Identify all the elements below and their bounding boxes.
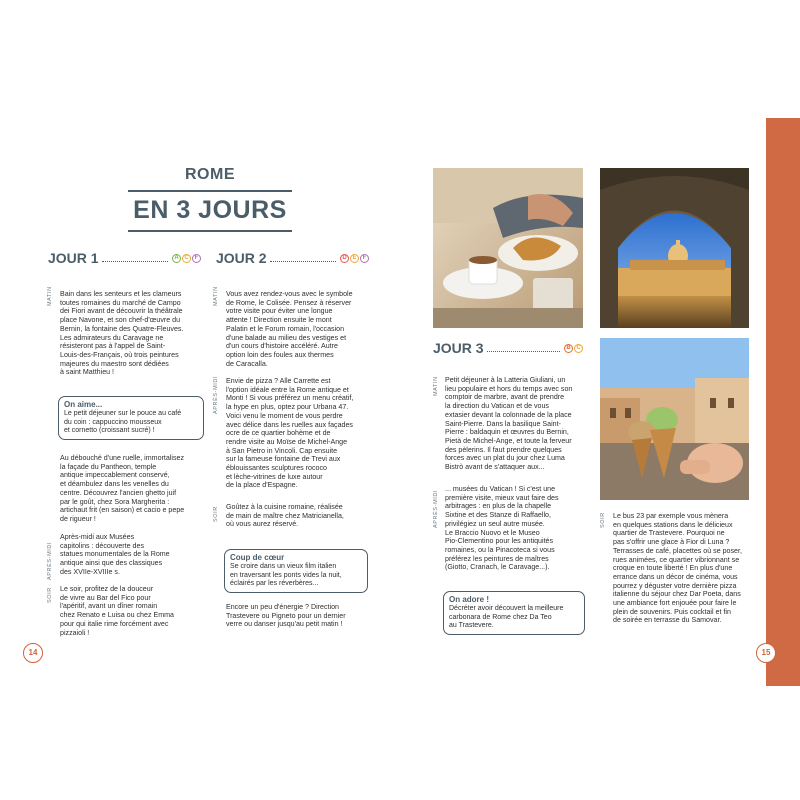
page-number-right: 15 bbox=[756, 643, 776, 663]
page-number-left: 14 bbox=[23, 643, 43, 663]
col4-para-1: Le bus 23 par exemple vous mènera en quelques stations dans le délicieux quartier de Trastevere. Pourquoi ne pas s'offrir une glace à Fior di Luna ? Terrasses de café, placettes où se poser, rues animées, ce quartier vibrionnant se croque en toute liberté ! En plus d'une errance dans un décor de cinéma, vous pourrez y déguster votre dernière pizza italienne du séjour chez Dar Poeta, dans une ambiance fort enjouée pour faire le plein de souvenirs. Puis cocktail et fin de soirée en terrasse du Samovar. bbox=[613, 512, 742, 625]
title-rule-top bbox=[128, 190, 292, 192]
badge-f: F bbox=[192, 254, 201, 263]
right-page bbox=[400, 0, 800, 800]
side-label-apres-midi-1: APRÈS-MIDI bbox=[47, 541, 53, 580]
bridge-image bbox=[600, 168, 749, 328]
on-aime-title: On aime... bbox=[64, 400, 103, 409]
col3-para-1: Petit déjeuner à la Latteria Giuliani, un lieu populaire et hors du temps avec son comptoir de marbre, avant de prendre la direction du Vatican et de vous extasier devant la colonnade de la place Saint-Pierre. Dans la basilique Saint- Pierre : baldaquin et œuvres du Bernin, Pietà de Michel-Ange, et toute la ferveur des pèlerins. Il faut prendre quelques forces avec un plat du jour chez Luma Bistrò avant de s'attaquer aux... bbox=[445, 376, 573, 472]
photo-ice-cream bbox=[600, 338, 749, 500]
day3-dots bbox=[487, 351, 560, 352]
photo-breakfast bbox=[433, 168, 583, 328]
side-label-matin-2: MATIN bbox=[213, 286, 219, 306]
orange-edge-strip bbox=[766, 118, 800, 686]
badge-e: E bbox=[350, 254, 359, 263]
on-adore-title: On adore ! bbox=[449, 595, 490, 604]
side-label-soir-4: SOIR bbox=[600, 512, 606, 528]
col2-para-3: Goûtez à la cuisine romaine, réalisée de main de maître chez Matricianella, où vous aurez réservé. bbox=[226, 503, 344, 529]
col1-para-2: Au débouché d'une ruelle, immortalisez la façade du Pantheon, temple antique impeccablement conservé, et déambulez dans les venelles du centre. Découvrez l'ancien ghetto juif par le goût, chez Sora Margherita : artichaut frit (en saison) et cacio e pepe de rigueur ! bbox=[60, 454, 185, 523]
day2-heading bbox=[216, 250, 369, 266]
side-label-apres-midi-3: APRÈS-MIDI bbox=[433, 489, 439, 528]
side-label-apres-midi-2: APRÈS-MIDI bbox=[213, 375, 219, 414]
badge-d: D bbox=[340, 254, 349, 263]
ice-cream-image bbox=[600, 338, 749, 500]
badge-c: C bbox=[574, 344, 583, 353]
page-title: EN 3 JOURS bbox=[133, 196, 287, 224]
on-aime-box: On aime... Le petit déjeuner sur le pouce au café du coin : cappuccino mousseux et cornetto (croissant sucré) ! bbox=[58, 396, 204, 440]
coup-de-coeur-box: Coup de cœur Se croire dans un vieux film italien en traversant les ponts vides la nuit, éclairés par les réverbères... bbox=[224, 549, 368, 593]
day1-label: JOUR 1 bbox=[48, 250, 99, 266]
day1-dots bbox=[102, 261, 168, 262]
col1-para-3: Après-midi aux Musées capitolins : découverte des statues monumentales de la Rome antique ainsi que des classiques des XVIIe-XVIIIe s. bbox=[60, 533, 170, 576]
day2-label: JOUR 2 bbox=[216, 250, 267, 266]
coup-de-coeur-title: Coup de cœur bbox=[230, 553, 285, 562]
day3-heading bbox=[433, 340, 583, 356]
side-label-matin-1: MATIN bbox=[47, 286, 53, 306]
col2-para-2: Envie de pizza ? Alle Carrette est l'option idéale entre la Rome antique et Monti ! Si vous préférez un menu créatif, la hype en plus, optez pour Urbana 47. Voici venu le moment de vous perdre avec délice dans les ruelles aux façades ocre de ce quartier bohème et de rendre visite au Moïse de Michel-Ange à San Pietro in Vincoli. Cap ensuite sur la fameuse fontaine de Trevi aux éblouissantes sculptures rococo et lèche-vitrines de luxe autour de la place d'Espagne. bbox=[226, 377, 354, 490]
col1-para-4: Le soir, profitez de la douceur de vivre au Bar del Fico pour l'apéritif, avant un dîner romain chez Renato e Luisa ou chez Emma pour qui italie rime forcément avec pizzaioli ! bbox=[60, 585, 174, 637]
breakfast-image bbox=[433, 168, 583, 328]
col2-para-1: Vous avez rendez-vous avec le symbole de Rome, le Colisée. Pensez à réserver votre visite pour éviter une longue attente ! Direction ensuite le mont Palatin et le Forum romain, l'occasion d'une balade au milieu des vestiges et d'un cours d'histoire accéléré. Autre option loin des foules aux thermes de Caracalla. bbox=[226, 290, 353, 368]
photo-bridge-night bbox=[600, 168, 749, 328]
title-city: ROME bbox=[185, 166, 235, 183]
on-adore-box: On adore ! Décréter avoir découvert la meilleure carbonara de Rome chez Da Teo au Trastevere. bbox=[443, 591, 585, 635]
side-label-soir-2: SOIR bbox=[213, 506, 219, 522]
day3-label: JOUR 3 bbox=[433, 340, 484, 356]
badge-f: F bbox=[360, 254, 369, 263]
side-label-matin-3: MATIN bbox=[433, 376, 439, 396]
title-rule-bottom bbox=[128, 230, 292, 232]
col3-para-2: ... musées du Vatican ! Si c'est une première visite, mieux vaut faire des arbitrages : en plus de la chapelle Sixtine et des Stanze di Raffaello, privilégiez un seul autre musée. Le Braccio Nuovo et le Museo Pio-Clementino pour les antiquités romaines, ou la Pinacoteca si vous préférez les peintures de maîtres (Giotto, Cranach, le Caravage...). bbox=[445, 485, 559, 572]
day2-dots bbox=[270, 261, 336, 262]
col2-para-4: Encore un peu d'énergie ? Direction Trastevere ou Pigneto pour un dernier verre ou danser jusqu'au petit matin ! bbox=[226, 603, 346, 629]
day1-heading bbox=[48, 250, 201, 266]
badge-b: B bbox=[564, 344, 573, 353]
side-label-soir-1: SOIR bbox=[47, 587, 53, 603]
badge-a: A bbox=[172, 254, 181, 263]
badge-c: C bbox=[182, 254, 191, 263]
col1-para-1: Bain dans les senteurs et les clameurs toutes romaines du marché de Campo dei Fiori avant de découvrir la théâtrale place Navone, et son chef-d'œuvre du Bernin, la fontaine des Quatre-Fleuves. Les admirateurs du Caravage ne résisteront pas à l'appel de Saint- Louis-des-Français, où trois peintures majeures du maestro sont dédiées à saint Matthieu ! bbox=[60, 290, 184, 377]
